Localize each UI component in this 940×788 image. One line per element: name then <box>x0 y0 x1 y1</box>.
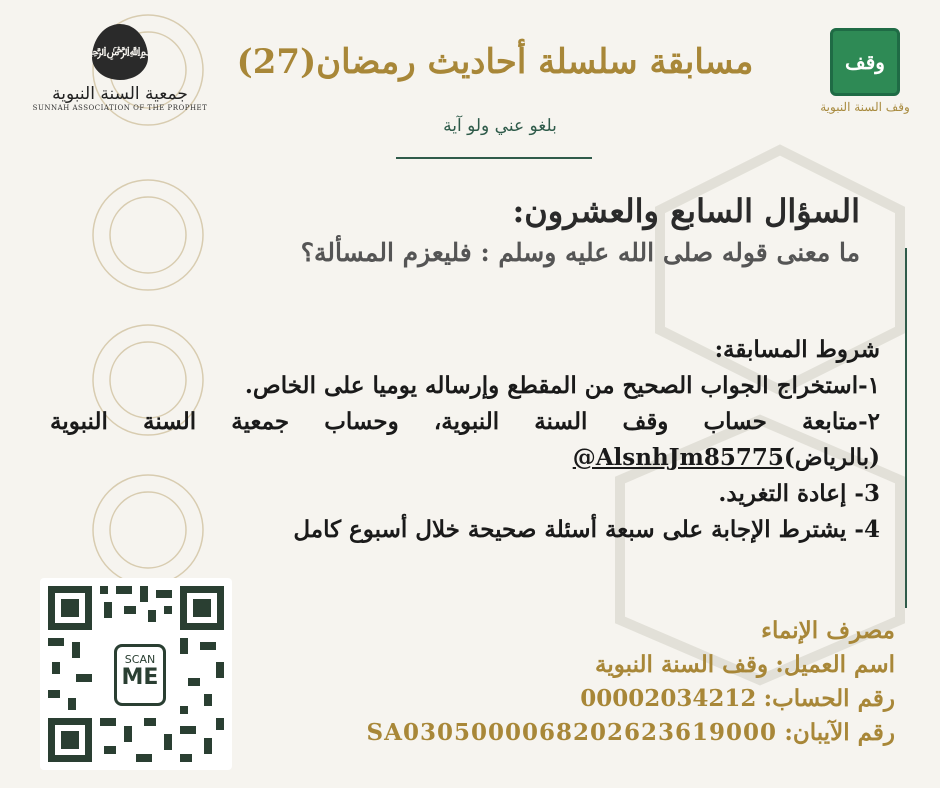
conditions-heading: شروط المسابقة: <box>714 336 880 363</box>
vertical-divider <box>905 248 907 608</box>
client-value: وقف السنة النبوية <box>595 651 769 678</box>
client-label: اسم العميل: <box>775 651 895 678</box>
iban-number: SA0305000068202623619000 <box>366 719 778 746</box>
waqf-mark: وقف <box>830 28 900 96</box>
bank-name: مصرف الإنماء <box>761 617 895 644</box>
twitter-handle-link[interactable]: @AlsnhJm85775 <box>572 444 784 471</box>
condition-3: 3- إعادة التغريد. <box>718 480 880 507</box>
condition-2: ٢-متابعة حساب وقف السنة النبوية، وحساب جمعية السنة النبوية <box>50 408 880 435</box>
scan-label: SCAN <box>124 653 156 666</box>
iban-row <box>335 716 895 750</box>
account-row <box>335 682 895 716</box>
qr-code[interactable] <box>40 578 232 770</box>
calligraphy-emblem-icon: ﷽ <box>92 24 148 80</box>
scan-me-badge <box>114 644 166 706</box>
iban-label: رقم الآيبان: <box>784 719 895 746</box>
condition-1: ١-استخراج الجواب الصحيح من المقطع وإرساله يوميا على الخاص. <box>244 372 880 399</box>
left-org-name: جمعية السنة النبوية <box>52 84 188 104</box>
waqf-logo <box>800 28 930 128</box>
page-title: مسابقة سلسلة أحاديث رمضان(27) <box>236 42 754 82</box>
left-org-name-en: SUNNAH ASSOCIATION OF THE PROPHET <box>32 104 208 112</box>
condition-2-prefix: (بالرياض) <box>783 444 880 471</box>
account-number: 00002034212 <box>580 685 757 712</box>
question-text: ما معنى قوله صلى الله عليه وسلم : فليعزم المسألة؟ <box>300 238 860 267</box>
right-org-caption: وقف السنة النبوية <box>820 100 910 114</box>
condition-2-continued <box>50 440 880 476</box>
me-label: ME <box>121 665 159 690</box>
page-subtitle: بلغو عني ولو آية <box>443 116 557 136</box>
account-label: رقم الحساب: <box>763 685 895 712</box>
subtitle-divider <box>396 157 592 159</box>
competition-conditions <box>50 332 880 548</box>
condition-4: 4- يشترط الإجابة على سبعة أسئلة صحيحة خلال أسبوع كامل <box>293 516 880 543</box>
payment-info <box>335 614 895 750</box>
client-row <box>335 648 895 682</box>
question-heading: السؤال السابع والعشرون: <box>512 192 860 230</box>
sunnah-association-logo <box>30 24 210 129</box>
